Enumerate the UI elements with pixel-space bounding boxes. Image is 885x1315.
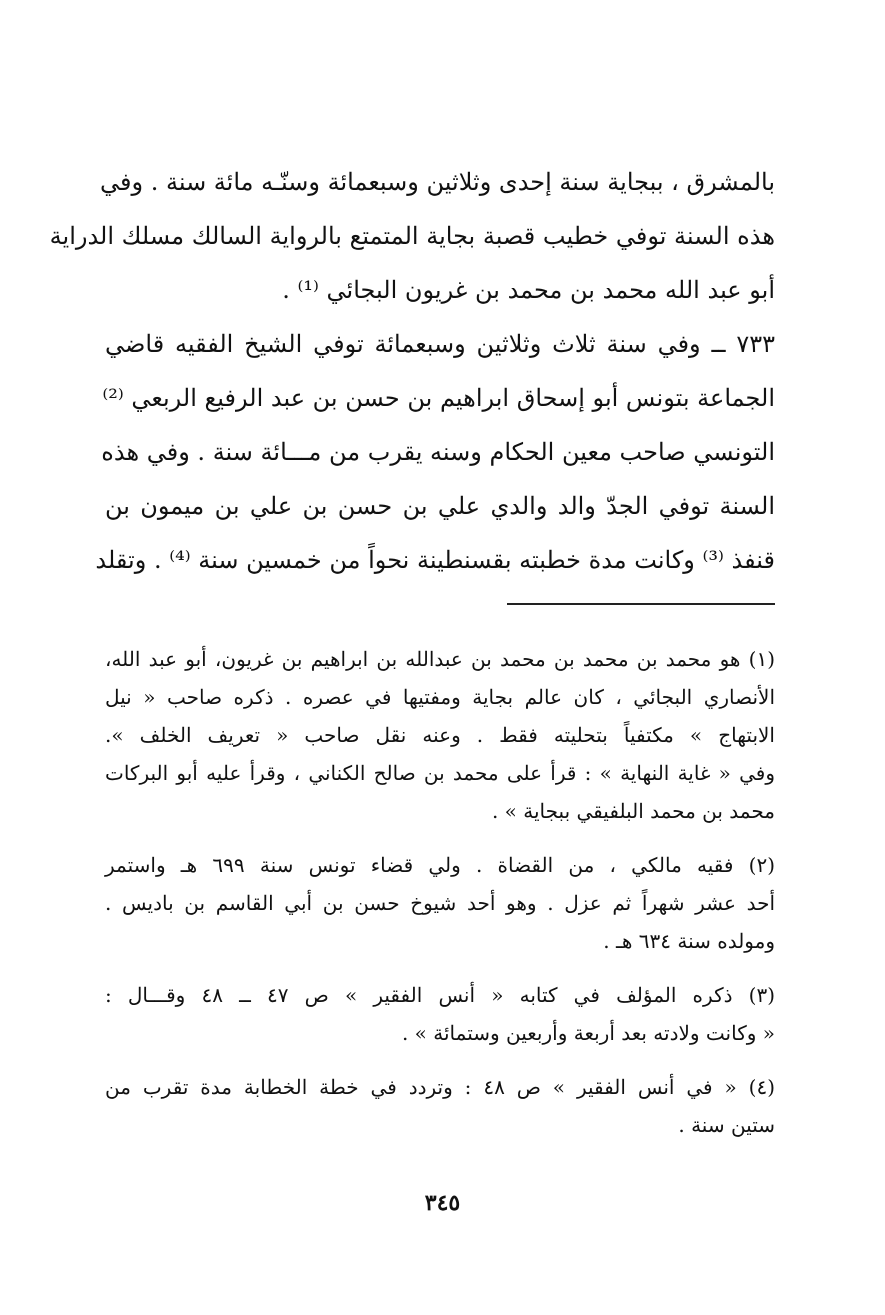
footnote-separator bbox=[507, 603, 775, 605]
main-line: بالمشرق ، ببجاية سنة إحدى وثلاثين وسبعمائة وسنّـه مائة سنة . وفي bbox=[100, 168, 775, 196]
footnote-line: ومولده سنة ٦٣٤ هـ . bbox=[603, 929, 775, 953]
footnote-3 bbox=[105, 976, 775, 1052]
footnote-line: (١) هو محمد بن محمد بن محمد بن عبدالله بن ابراهيم بن غريون، أبو عبد الله، bbox=[105, 647, 775, 671]
footnote-2 bbox=[105, 846, 775, 960]
footnote-line: (٤) « في أنس الفقير » ص ٤٨ : وتردد في خطة الخطابة مدة تقرب من bbox=[105, 1075, 775, 1099]
footnote-line: محمد بن محمد البلفيقي ببجاية » . bbox=[491, 799, 775, 823]
footnote-line: « وكانت ولادته بعد أربعة وأربعين وستمائة » . bbox=[401, 1021, 775, 1045]
main-line: قنفذ ⁽³⁾ وكانت مدة خطبته بقسنطينة نحواً من خمسين سنة ⁽⁴⁾ . وتقلد bbox=[95, 546, 775, 574]
footnote-line: الأنصاري البجائي ، كان عالم بجاية ومفتيها في عصره . ذكره صاحب « نيل bbox=[105, 685, 775, 709]
main-line: ٧٣٣ ــ وفي سنة ثلاث وثلاثين وسبعمائة توفي الشيخ الفقيه قاضي bbox=[105, 330, 776, 358]
footnote-line: الابتهاج » مكتفياً بتحليته فقط . وعنه نقل صاحب « تعريف الخلف ». bbox=[105, 723, 775, 747]
main-text bbox=[49, 155, 776, 587]
page-number: ٣٤٥ bbox=[424, 1190, 461, 1216]
footnote-line: (٢) فقيه مالكي ، من القضاة . ولي قضاء تونس سنة ٦٩٩ هـ واستمر bbox=[105, 853, 775, 877]
footnote-line: أحد عشر شهراً ثم عزل . وهو أحد شيوخ حسن بن أبي القاسم بن باديس . bbox=[105, 891, 775, 915]
main-line: السنة توفي الجدّ والد والدي علي بن حسن بن علي بن ميمون بن bbox=[105, 492, 775, 520]
footnote-1 bbox=[105, 640, 775, 830]
main-line: أبو عبد الله محمد بن محمد بن غريون البجائي ⁽¹⁾ . bbox=[282, 276, 775, 304]
footnote-line: (٣) ذكره المؤلف في كتابه « أنس الفقير » ص ٤٧ ــ ٤٨ وقـــال : bbox=[105, 983, 776, 1007]
main-line: الجماعة بتونس أبو إسحاق ابراهيم بن حسن بن عبد الرفيع الربعي ⁽²⁾ bbox=[102, 384, 775, 412]
footnote-line: وفي « غاية النهاية » : قرأ على محمد بن صالح الكناني ، وقرأ عليه أبو البركات bbox=[105, 761, 775, 785]
main-line: هذه السنة توفي خطيب قصبة بجاية المتمتع بالرواية السالك مسلك الدراية bbox=[49, 222, 775, 250]
footnote-line: ستين سنة . bbox=[678, 1113, 775, 1137]
main-line: التونسي صاحب معين الحكام وسنه يقرب من مـــائة سنة . وفي هذه bbox=[101, 438, 775, 466]
footnote-4 bbox=[105, 1068, 775, 1144]
footnotes bbox=[105, 640, 775, 1160]
